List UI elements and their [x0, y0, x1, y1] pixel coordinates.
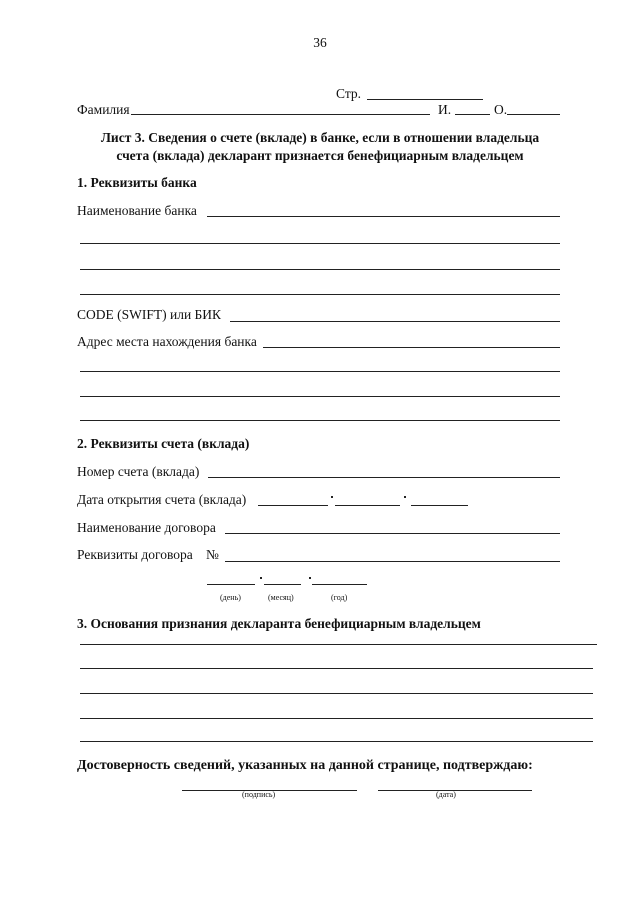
year-caption: (год) [331, 593, 348, 602]
contract-details-label: Реквизиты договора [77, 547, 193, 562]
patronymic-field[interactable] [507, 114, 560, 115]
name-field[interactable] [455, 114, 490, 115]
page-field[interactable] [367, 99, 483, 100]
open-date-year-field[interactable] [411, 505, 468, 506]
bank-address-field-line[interactable] [80, 371, 560, 372]
section2-heading: 2. Реквизиты счета (вклада) [77, 436, 250, 451]
open-date-month-field[interactable] [335, 505, 400, 506]
name-label: И. [438, 102, 452, 117]
section1-heading: 1. Реквизиты банка [77, 175, 197, 190]
grounds-field-line[interactable] [80, 693, 593, 694]
bank-name-field-line[interactable] [80, 243, 560, 244]
grounds-field-line[interactable] [80, 718, 593, 719]
contract-number-field[interactable] [225, 561, 560, 562]
swift-label: CODE (SWIFT) или БИК [77, 307, 222, 322]
section3-heading: 3. Основания признания декларанта бенефициарным владельцем [77, 616, 481, 631]
date-caption: (дата) [436, 790, 456, 799]
sheet-title-line1: Лист 3. Сведения о счете (вкладе) в банке, если в отношении владельца [100, 130, 540, 145]
bank-address-field[interactable] [263, 347, 560, 348]
account-number-label: Номер счета (вклада) [77, 464, 200, 479]
open-date-day-field[interactable] [258, 505, 328, 506]
month-caption: (месяц) [268, 593, 294, 602]
page-label: Стр. [336, 86, 362, 101]
signature-caption: (подпись) [242, 790, 276, 799]
date-separator [331, 496, 333, 498]
bank-name-field[interactable] [207, 216, 560, 217]
grounds-field-line[interactable] [80, 668, 593, 669]
contract-day-field[interactable] [207, 584, 255, 585]
contract-year-field[interactable] [312, 584, 367, 585]
bank-name-label: Наименование банка [77, 203, 197, 218]
bank-address-label: Адрес места нахождения банка [77, 334, 257, 349]
date-separator [260, 577, 262, 579]
open-date-label: Дата открытия счета (вклада) [77, 492, 247, 507]
bank-address-field-line[interactable] [80, 420, 560, 421]
grounds-field-line[interactable] [80, 741, 593, 742]
grounds-field-line[interactable] [80, 644, 597, 645]
swift-field[interactable] [230, 321, 560, 322]
bank-name-field-line[interactable] [80, 294, 560, 295]
sheet-title-line2: счета (вклада) декларант признается бенефициарным владельцем [116, 148, 524, 163]
day-caption: (день) [220, 593, 241, 602]
confirmation-text: Достоверность сведений, указанных на данной странице, подтверждаю: [77, 758, 533, 773]
page-number: 36 [313, 35, 327, 50]
account-number-field[interactable] [208, 477, 560, 478]
date-separator [404, 496, 406, 498]
surname-label: Фамилия [77, 102, 130, 117]
contract-month-field[interactable] [264, 584, 301, 585]
bank-name-field-line[interactable] [80, 269, 560, 270]
contract-name-label: Наименование договора [77, 520, 216, 535]
surname-field[interactable] [131, 114, 430, 115]
contract-name-field[interactable] [225, 533, 560, 534]
patronymic-label: О. [494, 102, 508, 117]
date-separator [309, 577, 311, 579]
bank-address-field-line[interactable] [80, 396, 560, 397]
number-sign: № [206, 547, 219, 562]
